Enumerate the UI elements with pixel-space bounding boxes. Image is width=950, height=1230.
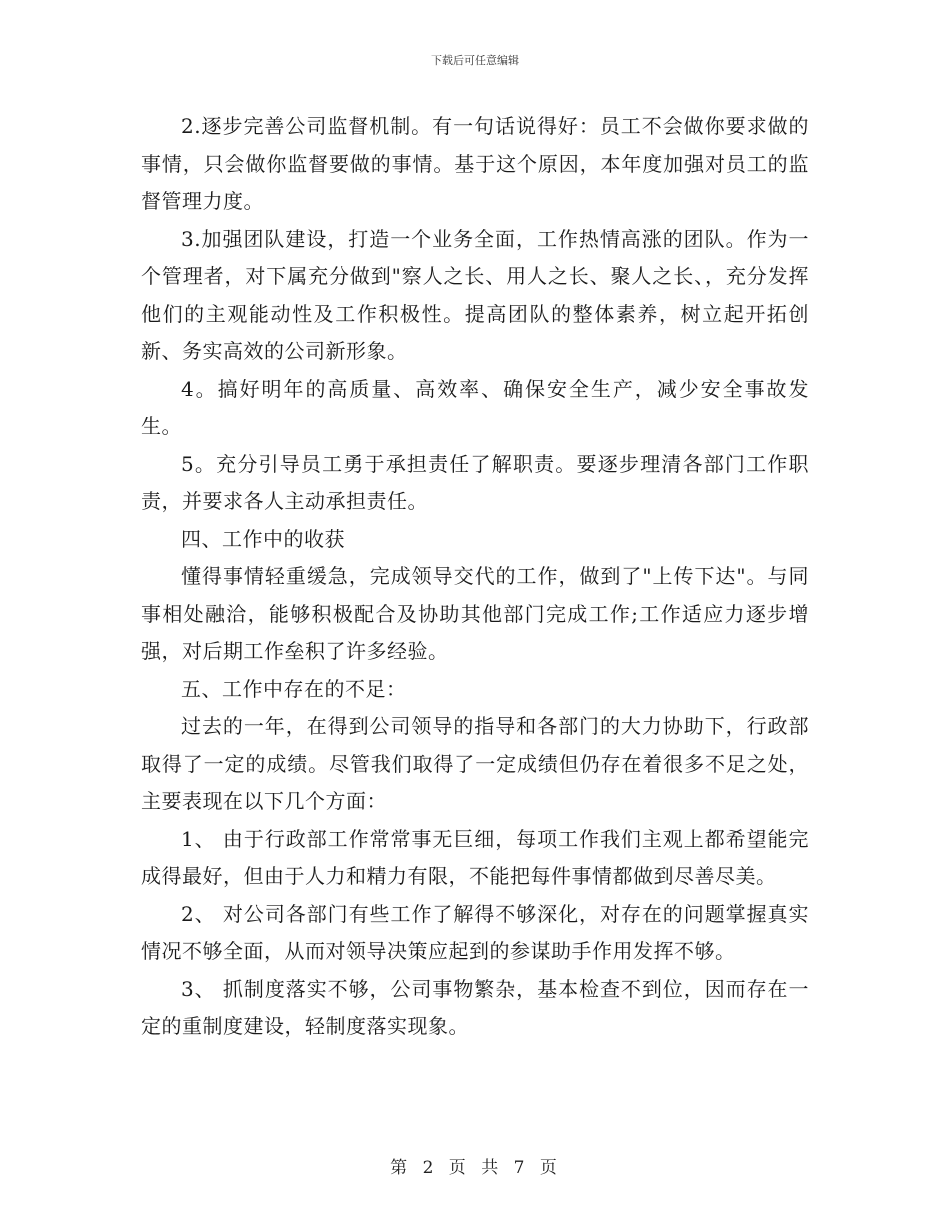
section-heading-shortcomings: 五、工作中存在的不足： [181, 676, 407, 701]
paragraph-gains: 懂得事情轻重缓急，完成领导交代的工作，做到了"上传下达"。与同事相处融洽，能够积极配合及协助其他部门完成工作;工作适应力逐步增强，对后期工作垒积了许多经验。 [141, 564, 809, 663]
paragraph-shortcoming-2: 2、 对公司各部门有些工作了解得不够深化，对存在的问题掌握真实情况不够全面，从而对领导决策应起到的参谋助手作用发挥不够。 [141, 901, 809, 963]
page-number-footer: 第 2 页 共 7 页 [390, 1158, 560, 1178]
paragraph-item-3: 3.加强团队建设，打造一个业务全面，工作热情高涨的团队。作为一个管理者，对下属充分做到"察人之长、用人之长、聚人之长、，充分发挥他们的主观能动性及工作积极性。提高团队的整体素养，树立起开拓创新、务实高效的公司新形象。 [141, 226, 809, 363]
page-header: 下载后可任意编辑 [431, 54, 519, 67]
paragraph-item-5: 5。充分引导员工勇于承担责任了解职责。要逐步理清各部门工作职责，并要求各人主动承担责任。 [141, 451, 809, 513]
paragraph-shortcomings-intro: 过去的一年，在得到公司领导的指导和各部门的大力协助下，行政部取得了一定的成绩。尽管我们取得了一定成绩但仍存在着很多不足之处，主要表现在以下几个方面： [141, 714, 809, 813]
section-heading-gains: 四、工作中的收获 [181, 526, 345, 551]
paragraph-item-4: 4。搞好明年的高质量、高效率、确保安全生产，减少安全事故发生。 [141, 376, 809, 438]
paragraph-shortcoming-3: 3、 抓制度落实不够，公司事物繁杂，基本检查不到位，因而存在一定的重制度建设，轻制度落实现象。 [141, 976, 809, 1038]
paragraph-item-2: 2.逐步完善公司监督机制。有一句话说得好：员工不会做你要求做的事情，只会做你监督要做的事情。基于这个原因，本年度加强对员工的监督管理力度。 [141, 114, 809, 213]
paragraph-shortcoming-1: 1、 由于行政部工作常常事无巨细，每项工作我们主观上都希望能完成得最好，但由于人力和精力有限，不能把每件事情都做到尽善尽美。 [141, 826, 809, 888]
document-body [141, 108, 809, 1046]
